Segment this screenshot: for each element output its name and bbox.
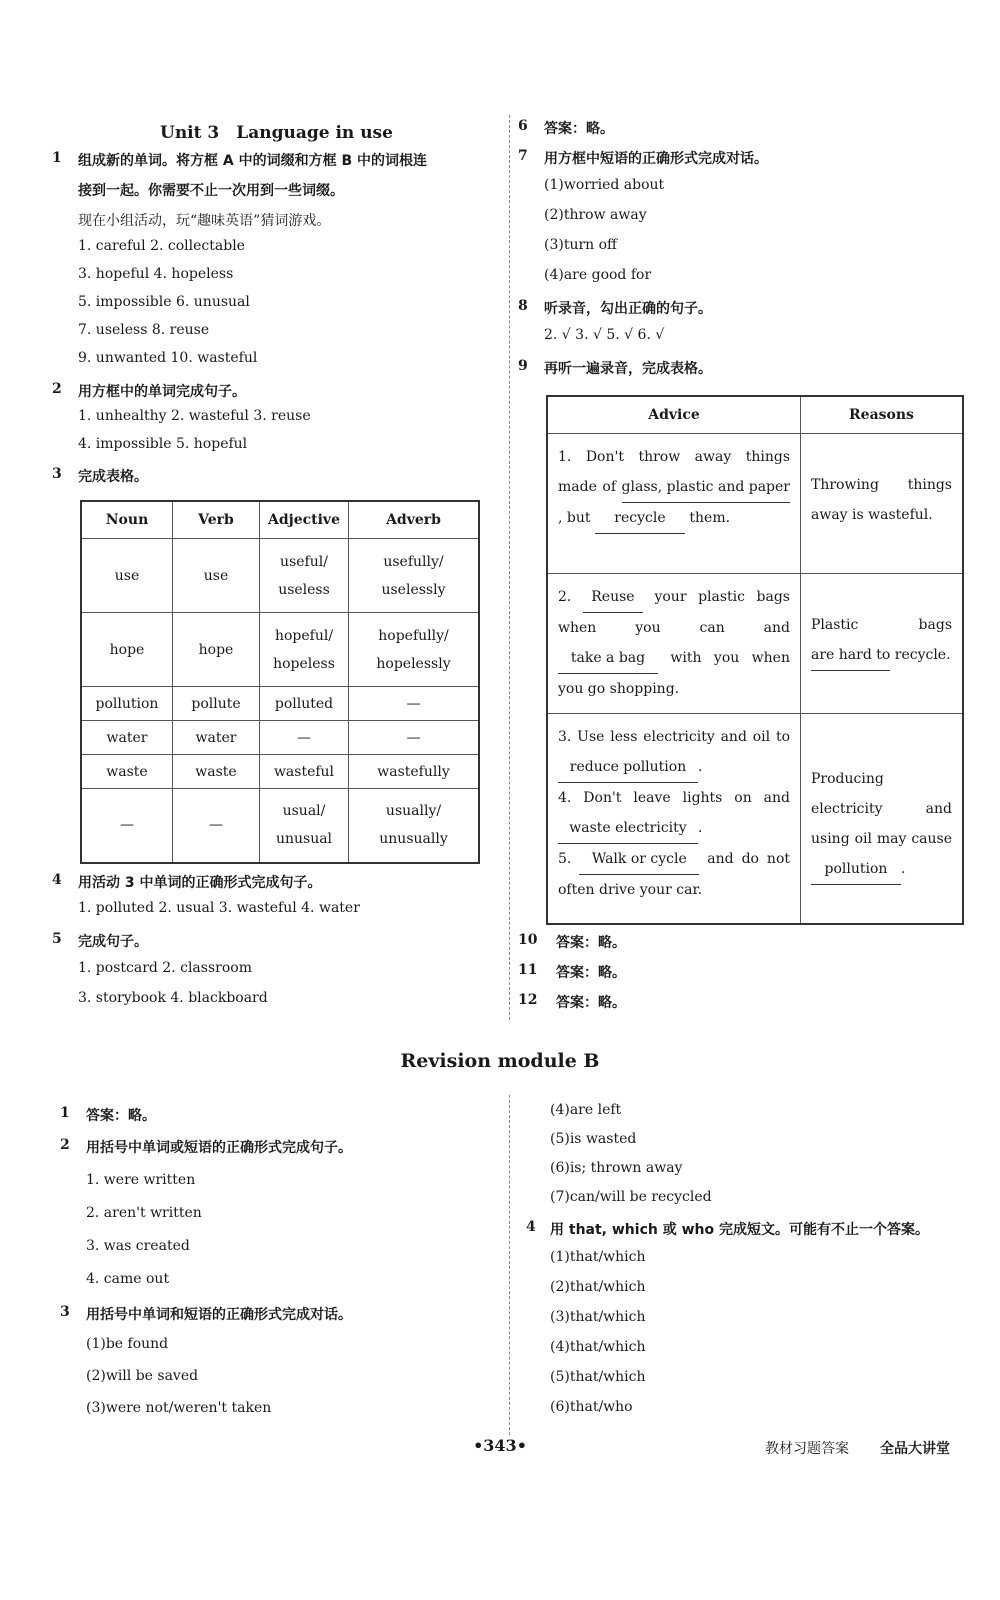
table-cell: —: [260, 721, 349, 755]
question-number: 8: [518, 298, 528, 314]
answer-line: (1)worried about: [544, 177, 665, 193]
answer-blank: glass, plastic and paper: [622, 472, 790, 503]
answer-blank: take a bag: [558, 643, 658, 674]
advice-reasons-table: [546, 395, 964, 925]
footer-brand: 全品大讲堂: [880, 1441, 950, 1457]
table-row: [547, 434, 963, 574]
column-divider: [509, 115, 510, 1020]
table-cell: —: [349, 721, 480, 755]
revision-question-4-title: 用 that, which 或 who 完成短文。可能有不止一个答案。: [550, 1222, 929, 1238]
question-number: 5: [52, 931, 62, 947]
answer-line: 1. unhealthy 2. wasteful 3. reuse: [78, 408, 311, 424]
table-header: Advice: [547, 396, 801, 434]
table-cell: usual/ unusual: [260, 789, 349, 863]
question-number: 3: [52, 466, 62, 482]
footer-label: 教材习题答案: [765, 1441, 849, 1457]
table-cell: —: [173, 789, 260, 863]
answer-line: (6)is; thrown away: [550, 1160, 683, 1176]
text: , but: [558, 510, 595, 526]
question-4-title: 用活动 3 中单词的正确形式完成句子。: [78, 875, 322, 891]
question-2-title: 用方框中的单词完成句子。: [78, 384, 246, 400]
question-number: 9: [518, 358, 528, 374]
answer-blank: Reuse: [583, 582, 643, 613]
table-cell: hopefully/ hopelessly: [349, 613, 480, 687]
answer-line: 1. postcard 2. classroom: [78, 960, 252, 976]
reason-cell: [801, 714, 964, 924]
question-1-title: 组成新的单词。将方框 A 中的词缀和方框 B 中的词根连: [78, 153, 428, 169]
answer-blank: waste electricity: [558, 813, 698, 844]
text: Producing electricity and using oil may cause: [811, 771, 952, 847]
table-row: [81, 539, 479, 613]
question-6-answer: 答案：略。: [544, 121, 614, 137]
revision-question-1-answer: 答案：略。: [86, 1108, 156, 1124]
answer-blank: pollution: [811, 854, 901, 885]
table-cell: usually/ unusually: [349, 789, 480, 863]
page-number: •343•: [473, 1436, 527, 1455]
table-header-row: [81, 501, 479, 539]
table-cell: wastefully: [349, 755, 480, 789]
revision-question-2-title: 用括号中单词或短语的正确形式完成句子。: [86, 1140, 352, 1156]
answer-line: 1. polluted 2. usual 3. wasteful 4. water: [78, 900, 360, 916]
table-cell: pollute: [173, 687, 260, 721]
answer-line: 3. storybook 4. blackboard: [78, 990, 268, 1006]
text: 5.: [558, 851, 580, 867]
table-cell: useful/ useless: [260, 539, 349, 613]
answer-line: 9. unwanted 10. wasteful: [78, 350, 258, 366]
answer-line: 5. impossible 6. unusual: [78, 294, 250, 310]
question-number: 10: [518, 932, 538, 948]
reason-cell: [801, 434, 964, 574]
unit-title: Unit 3 Language in use: [160, 123, 393, 143]
table-header: Reasons: [801, 396, 964, 434]
text: recycle.: [890, 647, 951, 663]
text: 2.: [558, 589, 583, 605]
answer-line: (2)throw away: [544, 207, 647, 223]
question-3-title: 完成表格。: [78, 469, 148, 485]
advice-cell: [547, 434, 801, 574]
table-cell: pollution: [81, 687, 173, 721]
table-row: [81, 721, 479, 755]
question-number: 4: [52, 872, 62, 888]
section-title: Revision module B: [400, 1050, 600, 1072]
table-cell: polluted: [260, 687, 349, 721]
answer-line: (3)turn off: [544, 237, 618, 253]
reason-cell: [801, 574, 964, 714]
advice-item: [558, 722, 790, 783]
revision-question-3-title: 用括号中单词和短语的正确形式完成对话。: [86, 1307, 352, 1323]
question-number: 11: [518, 962, 538, 978]
answer-line: 1. were written: [86, 1172, 196, 1188]
answer-line: 2. aren't written: [86, 1205, 202, 1221]
text: and do not often drive your car.: [558, 851, 791, 898]
answer-line: (6)that/who: [550, 1399, 633, 1415]
question-number: 2: [52, 381, 62, 397]
question-12-answer: 答案：略。: [556, 995, 626, 1011]
question-11-answer: 答案：略。: [556, 965, 626, 981]
answer-line: (3)were not/weren't taken: [86, 1400, 272, 1416]
question-number: 3: [60, 1304, 70, 1320]
table-header: Adjective: [260, 501, 349, 539]
answer-blank: are hard to: [811, 640, 890, 671]
answer-line: 2. √ 3. √ 5. √ 6. √: [544, 327, 665, 343]
answer-line: 1. careful 2. collectable: [78, 238, 245, 254]
table-row: [547, 714, 963, 924]
answer-line: 4. impossible 5. hopeful: [78, 436, 248, 452]
text: 1. Don't throw away things made of: [558, 449, 790, 495]
answer-line: 3. hopeful 4. hopeless: [78, 266, 234, 282]
answer-line: (2)that/which: [550, 1279, 646, 1295]
question-number: 7: [518, 148, 528, 164]
text: Plastic bags: [811, 617, 952, 633]
table-row: [81, 613, 479, 687]
advice-item: [558, 844, 790, 905]
table-cell: —: [349, 687, 480, 721]
question-8-title: 听录音，勾出正确的句子。: [544, 301, 712, 317]
question-10-answer: 答案：略。: [556, 935, 626, 951]
question-number: 4: [526, 1219, 536, 1235]
text: them.: [684, 510, 731, 526]
period: .: [698, 759, 703, 775]
table-cell: —: [81, 789, 173, 863]
table-row: [547, 574, 963, 714]
question-1-instruction: 现在小组活动，玩“趣味英语”猜词游戏。: [78, 213, 331, 229]
answer-line: 4. came out: [86, 1271, 170, 1287]
text: 3. Use less electricity and oil to: [558, 729, 790, 745]
answer-line: (3)that/which: [550, 1309, 646, 1325]
table-cell: hope: [173, 613, 260, 687]
answer-blank: reduce pollution: [558, 752, 698, 783]
table-cell: water: [173, 721, 260, 755]
answer-line: (2)will be saved: [86, 1368, 199, 1384]
text: 4. Don't leave lights on and: [558, 790, 790, 806]
question-number: 2: [60, 1137, 70, 1153]
advice-item: [558, 783, 790, 844]
advice-cell: [547, 714, 801, 924]
answer-line: (4)are good for: [544, 267, 652, 283]
word-forms-table: [80, 500, 480, 864]
table-cell: use: [81, 539, 173, 613]
table-row: [81, 687, 479, 721]
table-row: [81, 789, 479, 863]
table-row: [81, 755, 479, 789]
question-number: 1: [60, 1105, 70, 1121]
answer-line: (5)that/which: [550, 1369, 646, 1385]
question-9-title: 再听一遍录音，完成表格。: [544, 361, 712, 377]
text: Throwing things away is wasteful.: [811, 477, 952, 523]
table-cell: waste: [81, 755, 173, 789]
table-cell: water: [81, 721, 173, 755]
table-cell: wasteful: [260, 755, 349, 789]
question-number: 1: [52, 150, 62, 166]
text: your plastic bags when you can and: [558, 589, 790, 636]
table-cell: usefully/ uselessly: [349, 539, 480, 613]
advice-cell: [547, 574, 801, 714]
question-1-title-cont: 接到一起。你需要不止一次用到一些词缀。: [78, 183, 344, 199]
table-cell: waste: [173, 755, 260, 789]
period: .: [901, 861, 906, 877]
period: .: [698, 820, 703, 836]
question-5-title: 完成句子。: [78, 934, 148, 950]
table-cell: hope: [81, 613, 173, 687]
table-header: Verb: [173, 501, 260, 539]
answer-line: (4)are left: [550, 1102, 622, 1118]
question-7-title: 用方框中短语的正确形式完成对话。: [544, 151, 768, 167]
column-divider: [509, 1095, 510, 1435]
table-body: [81, 539, 479, 863]
answer-line: 3. was created: [86, 1238, 190, 1254]
answer-line: (7)can/will be recycled: [550, 1189, 712, 1205]
answer-line: (4)that/which: [550, 1339, 646, 1355]
table-cell: hopeful/ hopeless: [260, 613, 349, 687]
text: with you when you go shopping.: [558, 650, 790, 697]
answer-blank: Walk or cycle: [579, 844, 699, 875]
answer-line: (1)be found: [86, 1336, 169, 1352]
answer-line: 7. useless 8. reuse: [78, 322, 210, 338]
question-number: 6: [518, 118, 528, 134]
table-header-row: [547, 396, 963, 434]
table-cell: use: [173, 539, 260, 613]
question-number: 12: [518, 992, 538, 1008]
answer-line: (5)is wasted: [550, 1131, 637, 1147]
answer-line: (1)that/which: [550, 1249, 646, 1265]
table-header: Adverb: [349, 501, 480, 539]
answer-blank: recycle: [595, 503, 685, 534]
table-header: Noun: [81, 501, 173, 539]
